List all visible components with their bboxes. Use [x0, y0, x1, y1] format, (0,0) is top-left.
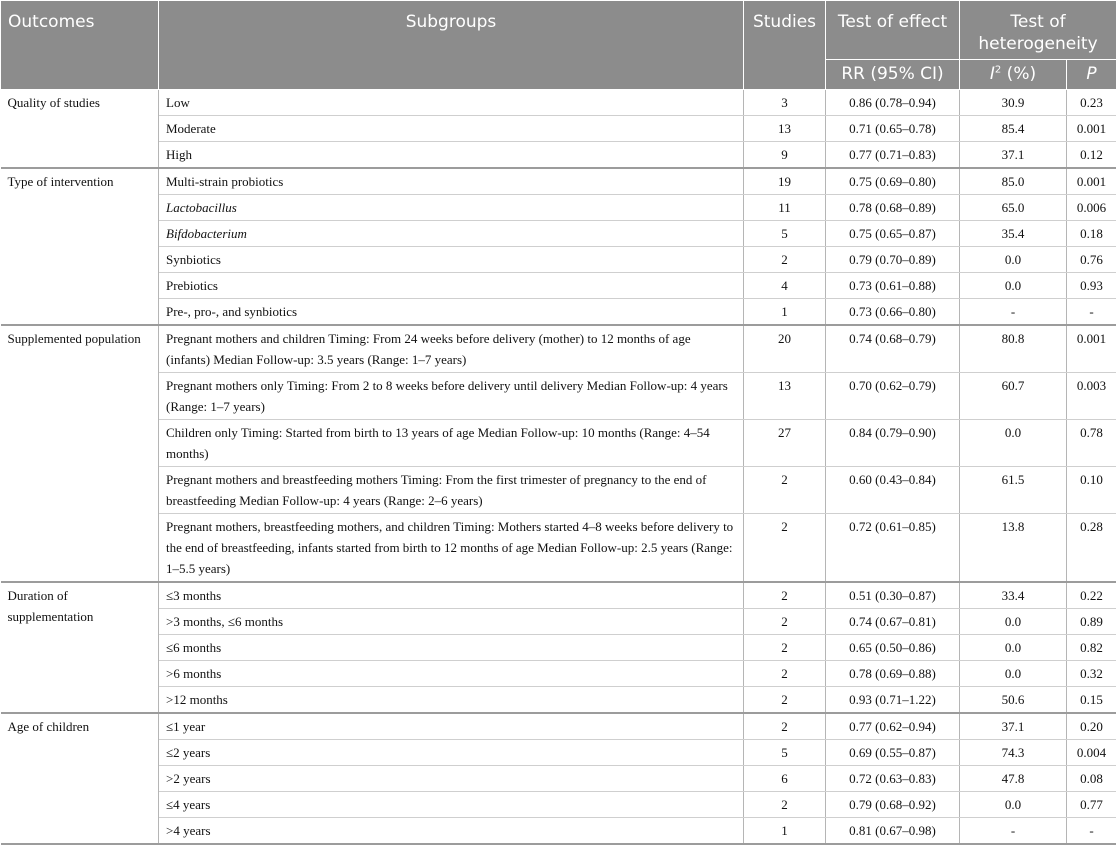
i2-cell: 74.3 — [960, 740, 1067, 766]
table-row — [1, 90, 1116, 116]
rr-cell: 0.79 (0.68–0.92) — [826, 792, 960, 818]
i2-cell: 33.4 — [960, 582, 1067, 609]
studies-cell: 2 — [744, 582, 826, 609]
table-row — [1, 661, 1116, 687]
p-cell: 0.10 — [1067, 467, 1116, 514]
rr-cell: 0.65 (0.50–0.86) — [826, 635, 960, 661]
rr-cell: 0.78 (0.68–0.89) — [826, 195, 960, 221]
i2-cell: 0.0 — [960, 420, 1067, 467]
outcome-cell: Duration of supplementation — [1, 582, 159, 713]
rr-cell: 0.73 (0.66–0.80) — [826, 299, 960, 326]
table-row — [1, 273, 1116, 299]
p-cell: 0.93 — [1067, 273, 1116, 299]
table-row — [1, 195, 1116, 221]
header-rr: RR (95% CI) — [826, 60, 960, 90]
studies-cell: 2 — [744, 467, 826, 514]
studies-cell: 6 — [744, 766, 826, 792]
subgroup-cell: Pregnant mothers, breastfeeding mothers, and children Timing: Mothers started 4–8 weeks before delivery to the end of breastfeeding, infants started from birth to 12 months of age Median Follow-up: 2.5 years (Range: 1–5.5 years) — [159, 514, 744, 583]
p-cell: 0.004 — [1067, 740, 1116, 766]
table-row — [1, 766, 1116, 792]
subgroup-cell: High — [159, 142, 744, 169]
p-cell: 0.08 — [1067, 766, 1116, 792]
p-cell: 0.89 — [1067, 609, 1116, 635]
rr-cell: 0.72 (0.61–0.85) — [826, 514, 960, 583]
p-cell: - — [1067, 818, 1116, 845]
p-cell: 0.001 — [1067, 325, 1116, 373]
p-cell: 0.15 — [1067, 687, 1116, 714]
header-studies: Studies — [744, 1, 826, 90]
rr-cell: 0.74 (0.67–0.81) — [826, 609, 960, 635]
rr-cell: 0.75 (0.65–0.87) — [826, 221, 960, 247]
studies-cell: 4 — [744, 273, 826, 299]
subgroup-cell: Pregnant mothers and children Timing: From 24 weeks before delivery (mother) to 12 months of age (infants) Median Follow-up: 3.5 years (Range: 1–7 years) — [159, 325, 744, 373]
header-p — [1067, 60, 1116, 90]
p-cell: 0.18 — [1067, 221, 1116, 247]
p-cell: - — [1067, 299, 1116, 326]
table-header — [1, 1, 1116, 90]
outcome-cell: Supplemented population — [1, 325, 159, 582]
i2-cell: 0.0 — [960, 661, 1067, 687]
table-row — [1, 168, 1116, 195]
p-cell: 0.001 — [1067, 116, 1116, 142]
outcome-cell: Type of intervention — [1, 168, 159, 325]
studies-cell: 9 — [744, 142, 826, 169]
table-row — [1, 582, 1116, 609]
header-outcomes: Outcomes — [1, 1, 159, 90]
studies-cell: 19 — [744, 168, 826, 195]
rr-cell: 0.84 (0.79–0.90) — [826, 420, 960, 467]
rr-cell: 0.78 (0.69–0.88) — [826, 661, 960, 687]
studies-cell: 2 — [744, 247, 826, 273]
i2-cell: 61.5 — [960, 467, 1067, 514]
p-cell: 0.76 — [1067, 247, 1116, 273]
header-i2 — [960, 60, 1067, 90]
subgroup-cell: Bifdobacterium — [159, 221, 744, 247]
table-row — [1, 142, 1116, 169]
p-cell: 0.12 — [1067, 142, 1116, 169]
subgroup-cell: >6 months — [159, 661, 744, 687]
p-cell: 0.001 — [1067, 168, 1116, 195]
i2-cell: 35.4 — [960, 221, 1067, 247]
table-row — [1, 740, 1116, 766]
rr-cell: 0.69 (0.55–0.87) — [826, 740, 960, 766]
rr-cell: 0.74 (0.68–0.79) — [826, 325, 960, 373]
table-row — [1, 247, 1116, 273]
studies-cell: 3 — [744, 90, 826, 116]
rr-cell: 0.73 (0.61–0.88) — [826, 273, 960, 299]
rr-cell: 0.77 (0.62–0.94) — [826, 713, 960, 740]
p-cell: 0.78 — [1067, 420, 1116, 467]
i2-cell: - — [960, 818, 1067, 845]
p-cell: 0.77 — [1067, 792, 1116, 818]
subgroup-cell: Low — [159, 90, 744, 116]
header-test-of-heterogeneity: Test of heterogeneity — [960, 1, 1116, 60]
header-test-of-effect: Test of effect — [826, 1, 960, 60]
studies-cell: 2 — [744, 713, 826, 740]
subgroup-cell: ≤3 months — [159, 582, 744, 609]
studies-cell: 27 — [744, 420, 826, 467]
outcome-cell: Quality of studies — [1, 90, 159, 169]
outcome-cell: Age of children — [1, 713, 159, 844]
i2-cell: 0.0 — [960, 635, 1067, 661]
subgroup-cell: >3 months, ≤6 months — [159, 609, 744, 635]
table-row — [1, 792, 1116, 818]
rr-cell: 0.60 (0.43–0.84) — [826, 467, 960, 514]
subgroup-cell: ≤4 years — [159, 792, 744, 818]
table-body — [1, 90, 1116, 845]
subgroup-cell: Pregnant mothers and breastfeeding mothers Timing: From the first trimester of pregnancy to the end of breastfeeding Median Follow-up: 4 years (Range: 2–6 years) — [159, 467, 744, 514]
header-i2-sup: 2 — [995, 64, 1001, 75]
i2-cell: 47.8 — [960, 766, 1067, 792]
studies-cell: 1 — [744, 299, 826, 326]
header-subgroups: Subgroups — [159, 1, 744, 90]
table-row — [1, 221, 1116, 247]
i2-cell: 13.8 — [960, 514, 1067, 583]
p-cell: 0.32 — [1067, 661, 1116, 687]
i2-cell: 50.6 — [960, 687, 1067, 714]
table-row — [1, 514, 1116, 583]
studies-cell: 13 — [744, 116, 826, 142]
studies-cell: 5 — [744, 740, 826, 766]
studies-cell: 2 — [744, 635, 826, 661]
i2-cell: 0.0 — [960, 273, 1067, 299]
studies-cell: 2 — [744, 514, 826, 583]
studies-cell: 2 — [744, 661, 826, 687]
table-row — [1, 299, 1116, 326]
subgroup-cell: >12 months — [159, 687, 744, 714]
i2-cell: 0.0 — [960, 247, 1067, 273]
i2-cell: 30.9 — [960, 90, 1067, 116]
i2-cell: 37.1 — [960, 713, 1067, 740]
subgroup-cell: Children only Timing: Started from birth to 13 years of age Median Follow-up: 10 months (Range: 4–54 months) — [159, 420, 744, 467]
rr-cell: 0.71 (0.65–0.78) — [826, 116, 960, 142]
studies-cell: 1 — [744, 818, 826, 845]
i2-cell: 60.7 — [960, 373, 1067, 420]
header-p-letter: P — [1086, 64, 1096, 84]
subgroup-cell: Pre-, pro-, and synbiotics — [159, 299, 744, 326]
i2-cell: 85.0 — [960, 168, 1067, 195]
p-cell: 0.23 — [1067, 90, 1116, 116]
rr-cell: 0.77 (0.71–0.83) — [826, 142, 960, 169]
rr-cell: 0.72 (0.63–0.83) — [826, 766, 960, 792]
subgroup-cell: ≤1 year — [159, 713, 744, 740]
rr-cell: 0.86 (0.78–0.94) — [826, 90, 960, 116]
studies-cell: 5 — [744, 221, 826, 247]
p-cell: 0.003 — [1067, 373, 1116, 420]
subgroup-cell: Prebiotics — [159, 273, 744, 299]
subgroup-cell: Pregnant mothers only Timing: From 2 to 8 weeks before delivery until delivery Median Follow-up: 4 years (Range: 1–7 years) — [159, 373, 744, 420]
p-cell: 0.22 — [1067, 582, 1116, 609]
subgroup-cell: >4 years — [159, 818, 744, 845]
table-row — [1, 373, 1116, 420]
studies-cell: 2 — [744, 792, 826, 818]
studies-cell: 13 — [744, 373, 826, 420]
subgroup-cell: Synbiotics — [159, 247, 744, 273]
subgroup-cell: >2 years — [159, 766, 744, 792]
p-cell: 0.82 — [1067, 635, 1116, 661]
i2-cell: 37.1 — [960, 142, 1067, 169]
rr-cell: 0.79 (0.70–0.89) — [826, 247, 960, 273]
rr-cell: 0.93 (0.71–1.22) — [826, 687, 960, 714]
table-row — [1, 325, 1116, 373]
table-row — [1, 818, 1116, 845]
table-row — [1, 713, 1116, 740]
p-cell: 0.28 — [1067, 514, 1116, 583]
subgroup-cell: ≤6 months — [159, 635, 744, 661]
i2-cell: 65.0 — [960, 195, 1067, 221]
i2-cell: 0.0 — [960, 609, 1067, 635]
studies-cell: 2 — [744, 609, 826, 635]
i2-cell: 85.4 — [960, 116, 1067, 142]
rr-cell: 0.70 (0.62–0.79) — [826, 373, 960, 420]
table-row — [1, 467, 1116, 514]
subgroup-cell: ≤2 years — [159, 740, 744, 766]
header-i2-letter: I — [990, 64, 995, 84]
p-cell: 0.20 — [1067, 713, 1116, 740]
table-row — [1, 420, 1116, 467]
rr-cell: 0.75 (0.69–0.80) — [826, 168, 960, 195]
subgroup-cell: Moderate — [159, 116, 744, 142]
i2-cell: - — [960, 299, 1067, 326]
p-cell: 0.006 — [1067, 195, 1116, 221]
studies-cell: 11 — [744, 195, 826, 221]
rr-cell: 0.51 (0.30–0.87) — [826, 582, 960, 609]
studies-cell: 2 — [744, 687, 826, 714]
table-row — [1, 635, 1116, 661]
header-i2-unit: (%) — [1001, 64, 1036, 84]
table-row — [1, 687, 1116, 714]
rr-cell: 0.81 (0.67–0.98) — [826, 818, 960, 845]
table-row — [1, 609, 1116, 635]
i2-cell: 80.8 — [960, 325, 1067, 373]
subgroup-cell: Lactobacillus — [159, 195, 744, 221]
studies-cell: 20 — [744, 325, 826, 373]
subgroup-cell: Multi-strain probiotics — [159, 168, 744, 195]
table-row — [1, 116, 1116, 142]
i2-cell: 0.0 — [960, 792, 1067, 818]
